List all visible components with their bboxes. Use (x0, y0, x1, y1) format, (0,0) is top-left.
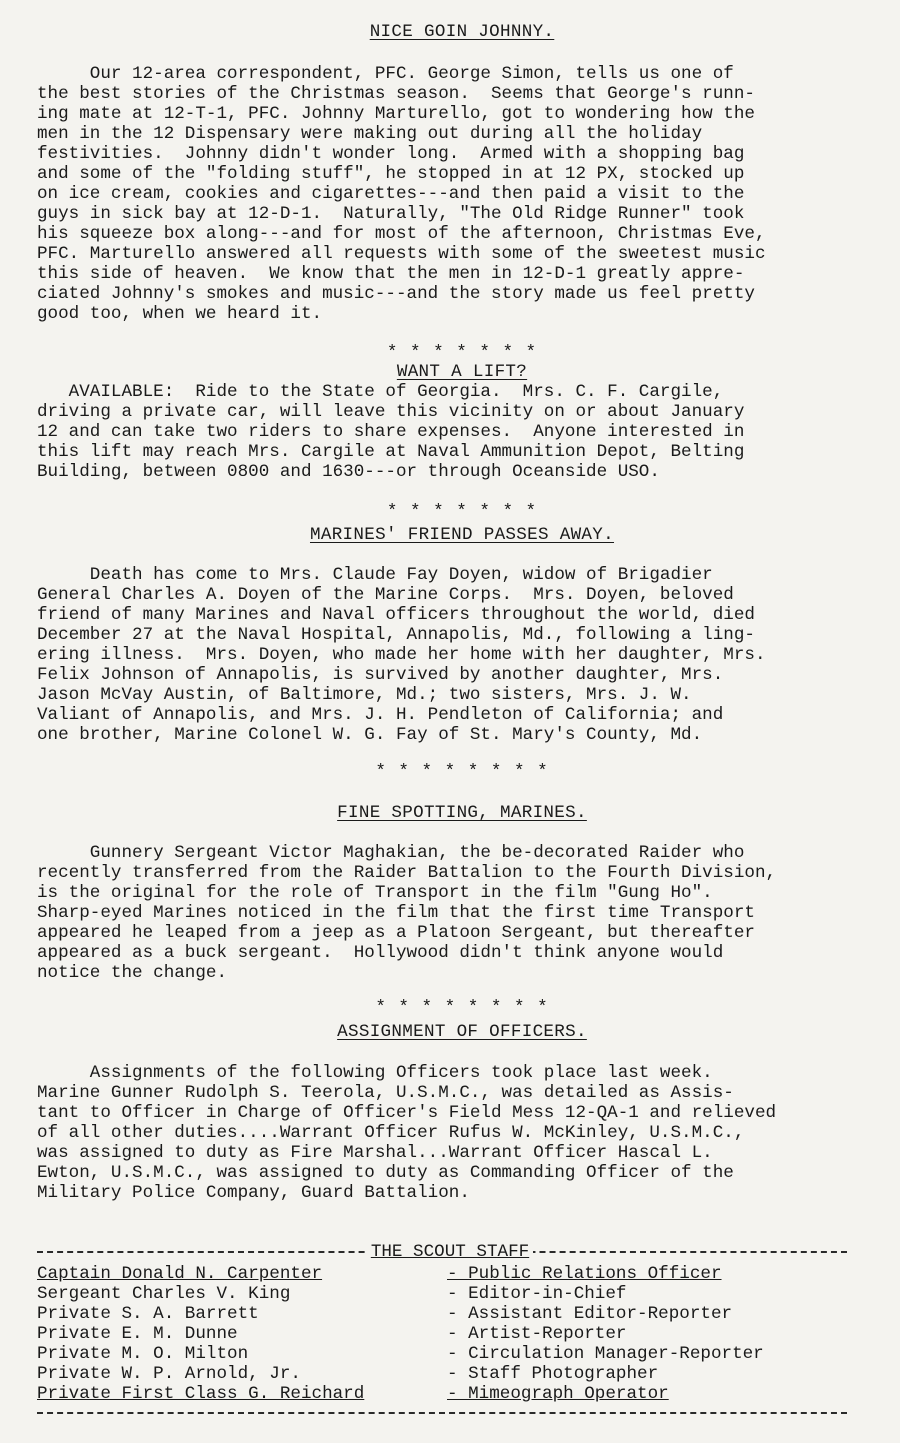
staff-member (37, 1284, 857, 1304)
section-title-nice-goin-johnny: NICE GOIN JOHNNY. (369, 22, 555, 42)
staff-role: - Circulation Manager-Reporter (447, 1344, 764, 1364)
section-title-marines-friend-passes-away: MARINES' FRIEND PASSES AWAY. (309, 525, 615, 545)
article-assignment-of-officers (37, 1063, 887, 1203)
article-line: friend of many Marines and Naval officers throughout the world, died (37, 605, 755, 625)
article-line: recently transferred from the Raider Battalion to the Fourth Division, (37, 863, 777, 883)
article-line: ciated Johnny's smokes and music---and the story made us feel pretty (37, 284, 755, 304)
staff-name: Private First Class G. Reichard (37, 1384, 365, 1404)
staff-heading (0, 1242, 900, 1262)
article-line: on ice cream, cookies and cigarettes---and then paid a visit to the (37, 184, 745, 204)
article-line: AVAILABLE: Ride to the State of Georgia. Mrs. C. F. Cargile, (37, 382, 724, 402)
article-line: festivities. Johnny didn't wonder long. Armed with a shopping bag (37, 144, 745, 164)
article-line: men in the 12 Dispensary were making out during all the holiday (37, 124, 703, 144)
article-line: ering illness. Mrs. Doyen, who made her home with her daughter, Mrs. (37, 645, 766, 665)
article-line: Military Police Company, Guard Battalion. (37, 1183, 470, 1203)
article-line: notice the change. (37, 963, 228, 983)
section-divider: * * * * * * * * (375, 998, 549, 1018)
staff-name: Private W. P. Arnold, Jr. (37, 1364, 301, 1384)
article-line: Gunnery Sergeant Victor Maghakian, the be-decorated Raider who (37, 843, 745, 863)
staff-name: Private S. A. Barrett (37, 1304, 259, 1324)
staff-member (37, 1344, 857, 1364)
article-line: Valiant of Annapolis, and Mrs. J. H. Pendleton of California; and (37, 705, 724, 725)
article-line: Marine Gunner Rudolph S. Teerola, U.S.M.C., was detailed as Assis- (37, 1083, 734, 1103)
article-line: Jason McVay Austin, of Baltimore, Md.; two sisters, Mrs. J. W. (37, 685, 692, 705)
section-divider: * * * * * * * (386, 502, 538, 522)
article-line: December 27 at the Naval Hospital, Annapolis, Md., following a ling- (37, 625, 755, 645)
article-want-a-lift (37, 382, 887, 482)
article-line: appeared as a buck sergeant. Hollywood didn't think anyone would (37, 943, 724, 963)
article-line: of all other duties....Warrant Officer Rufus W. McKinley, U.S.M.C., (37, 1123, 745, 1143)
section-divider: * * * * * * * (386, 343, 538, 363)
article-fine-spotting-marines (37, 843, 887, 983)
article-line: guys in sick bay at 12-D-1. Naturally, "The Old Ridge Runner" took (37, 204, 745, 224)
staff-member (37, 1324, 857, 1344)
staff-role: - Public Relations Officer (447, 1264, 722, 1284)
article-line: Felix Johnson of Annapolis, is survived by another daughter, Mrs. (37, 665, 724, 685)
staff-role: - Staff Photographer (447, 1364, 659, 1384)
article-line: PFC. Marturello answered all requests with some of the sweetest music (37, 244, 766, 264)
staff-member (37, 1264, 857, 1284)
article-line: the best stories of the Christmas season. Seems that George's runn- (37, 84, 755, 104)
staff-role: - Editor-in-Chief (447, 1284, 627, 1304)
article-marines-friend-passes-away (37, 565, 887, 745)
article-nice-goin-johnny (37, 64, 887, 324)
article-line: one brother, Marine Colonel W. G. Fay of St. Mary's County, Md. (37, 725, 703, 745)
staff-member (37, 1364, 857, 1384)
staff-bottom-rule (37, 1412, 847, 1414)
staff-name: Private E. M. Dunne (37, 1324, 238, 1344)
article-line: 12 and can take two riders to share expenses. Anyone interested in (37, 422, 745, 442)
article-line: this side of heaven. We know that the men in 12-D-1 greatly appre- (37, 264, 745, 284)
section-title-want-a-lift: WANT A LIFT? (396, 362, 528, 382)
article-line: his squeeze box along---and for most of the afternoon, Christmas Eve, (37, 224, 766, 244)
article-line: appeared he leaped from a jeep as a Platoon Sergeant, but thereafter (37, 923, 755, 943)
staff-list (37, 1264, 857, 1404)
article-line: Death has come to Mrs. Claude Fay Doyen, widow of Brigadier (37, 565, 713, 585)
staff-role: - Artist-Reporter (447, 1324, 627, 1344)
article-line: good too, when we heard it. (37, 304, 323, 324)
article-line: driving a private car, will leave this vicinity on or about January (37, 402, 745, 422)
staff-role: - Mimeograph Operator (447, 1384, 669, 1404)
article-line: and some of the "folding stuff", he stopped in at 12 PX, stocked up (37, 164, 745, 184)
article-line: is the original for the role of Transport in the film "Gung Ho". (37, 883, 713, 903)
staff-name: Captain Donald N. Carpenter (37, 1264, 323, 1284)
article-line: this lift may reach Mrs. Cargile at Naval Ammunition Depot, Belting (37, 442, 745, 462)
article-line: tant to Officer in Charge of Officer's Field Mess 12-QA-1 and relieved (37, 1103, 777, 1123)
staff-name: Private M. O. Milton (37, 1344, 249, 1364)
section-divider: * * * * * * * * (375, 762, 549, 782)
article-line: Our 12-area correspondent, PFC. George Simon, tells us one of (37, 64, 734, 84)
article-line: ing mate at 12-T-1, PFC. Johnny Marturello, got to wondering how the (37, 104, 755, 124)
staff-member (37, 1304, 857, 1324)
staff-member (37, 1384, 857, 1404)
article-line: General Charles A. Doyen of the Marine Corps. Mrs. Doyen, beloved (37, 585, 734, 605)
article-line: Building, between 0800 and 1630---or through Oceanside USO. (37, 462, 660, 482)
staff-heading-text: THE SCOUT STAFF (367, 1242, 533, 1262)
staff-role: - Assistant Editor-Reporter (447, 1304, 733, 1324)
staff-name: Sergeant Charles V. King (37, 1284, 291, 1304)
section-title-assignment-of-officers: ASSIGNMENT OF OFFICERS. (337, 1022, 587, 1042)
article-line: Ewton, U.S.M.C., was assigned to duty as Commanding Officer of the (37, 1163, 734, 1183)
article-line: was assigned to duty as Fire Marshal...Warrant Officer Hascal L. (37, 1143, 713, 1163)
article-line: Assignments of the following Officers took place last week. (37, 1063, 713, 1083)
section-title-fine-spotting-marines: FINE SPOTTING, MARINES. (337, 803, 587, 823)
article-line: Sharp-eyed Marines noticed in the film that the first time Transport (37, 903, 755, 923)
